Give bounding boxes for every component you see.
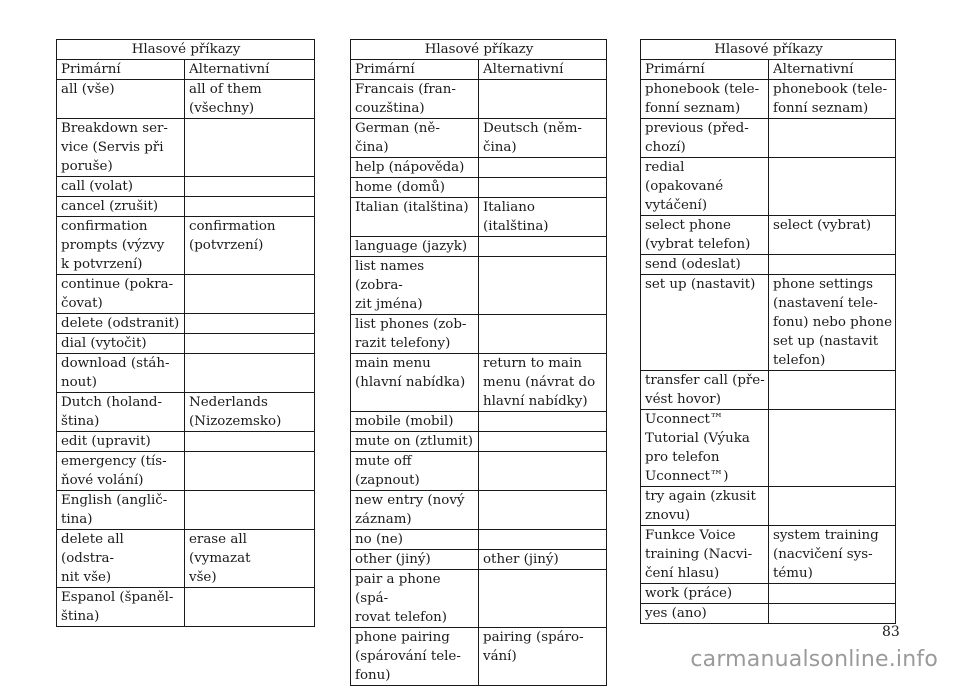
table-row <box>351 628 607 686</box>
alternative-command-cell: Nederlands (Nizozemsko) <box>185 393 315 432</box>
alternative-command-cell: confirmation (potvrzení) <box>185 217 315 275</box>
primary-command-cell: Dutch (holand- ština) <box>57 393 185 432</box>
table-row <box>57 177 315 197</box>
header-alternative: Alternativní <box>479 60 607 80</box>
alternative-command-cell <box>185 314 315 334</box>
alternative-command-cell <box>185 334 315 354</box>
table-row <box>351 198 607 237</box>
primary-command-cell: all (vše) <box>57 80 185 119</box>
primary-command-cell: cancel (zrušit) <box>57 197 185 217</box>
alternative-command-cell <box>185 275 315 314</box>
alternative-command-cell: all of them (všechny) <box>185 80 315 119</box>
table-row <box>641 119 896 158</box>
table-title: Hlasové příkazy <box>641 40 896 60</box>
table-row <box>57 432 315 452</box>
table-row <box>351 550 607 570</box>
alternative-command-cell <box>479 178 607 198</box>
table-row <box>351 257 607 315</box>
alternative-command-cell <box>769 158 896 216</box>
table-row <box>351 570 607 628</box>
alternative-command-cell <box>479 158 607 178</box>
header-primary: Primární <box>57 60 185 80</box>
table-row <box>351 530 607 550</box>
primary-command-cell: try again (zkusit znovu) <box>641 487 769 526</box>
primary-command-cell: set up (nastavit) <box>641 275 769 371</box>
primary-command-cell: German (ně- čina) <box>351 119 479 158</box>
table-row <box>641 275 896 371</box>
alternative-command-cell <box>479 80 607 119</box>
table-row <box>57 217 315 275</box>
primary-command-cell: send (odeslat) <box>641 255 769 275</box>
table-row <box>351 491 607 530</box>
primary-command-cell: work (práce) <box>641 584 769 604</box>
primary-command-cell: yes (ano) <box>641 604 769 624</box>
alternative-command-cell <box>185 491 315 530</box>
alternative-command-cell <box>769 371 896 410</box>
table-row <box>351 315 607 354</box>
alternative-command-cell <box>479 412 607 432</box>
header-alternative: Alternativní <box>185 60 315 80</box>
table-row <box>351 354 607 412</box>
primary-command-cell: home (domů) <box>351 178 479 198</box>
table-row <box>57 334 315 354</box>
alternative-command-cell <box>479 257 607 315</box>
alternative-command-cell <box>185 354 315 393</box>
alternative-command-cell <box>185 177 315 197</box>
voice-commands-table-2 <box>350 39 607 686</box>
header-primary: Primární <box>641 60 769 80</box>
primary-command-cell: English (anglič- tina) <box>57 491 185 530</box>
primary-command-cell: Uconnect™ Tutorial (Výuka pro telefon Uconnect™) <box>641 410 769 487</box>
primary-command-cell: Breakdown ser- vice (Servis při poruše) <box>57 119 185 177</box>
primary-command-cell: list phones (zob- razit telefony) <box>351 315 479 354</box>
table-row <box>641 80 896 119</box>
alternative-command-cell <box>769 584 896 604</box>
primary-command-cell: Espanol (španěl- ština) <box>57 588 185 627</box>
table-row <box>351 237 607 257</box>
table-row <box>641 255 896 275</box>
primary-command-cell: help (nápověda) <box>351 158 479 178</box>
alternative-command-cell <box>769 410 896 487</box>
header-alternative: Alternativní <box>769 60 896 80</box>
primary-command-cell: mute on (ztlumit) <box>351 432 479 452</box>
primary-command-cell: main menu (hlavní nabídka) <box>351 354 479 412</box>
table-row <box>351 412 607 432</box>
primary-command-cell: select phone (vybrat telefon) <box>641 216 769 255</box>
primary-command-cell: mobile (mobil) <box>351 412 479 432</box>
table-row <box>351 432 607 452</box>
alternative-command-cell: Deutsch (něm- čina) <box>479 119 607 158</box>
table-row <box>57 354 315 393</box>
alternative-command-cell <box>479 530 607 550</box>
primary-command-cell: call (volat) <box>57 177 185 197</box>
primary-command-cell: phone pairing (spárování tele- fonu) <box>351 628 479 686</box>
alternative-command-cell: pairing (spáro- vání) <box>479 628 607 686</box>
table-row <box>57 314 315 334</box>
table-row <box>57 588 315 627</box>
primary-command-cell: Francais (fran- couzština) <box>351 80 479 119</box>
alternative-command-cell: erase all (vymazat vše) <box>185 530 315 588</box>
table-row <box>57 491 315 530</box>
primary-command-cell: list names (zobra- zit jména) <box>351 257 479 315</box>
table-row <box>641 487 896 526</box>
table-row <box>351 158 607 178</box>
table-row <box>351 119 607 158</box>
primary-command-cell: emergency (tís- ňové volání) <box>57 452 185 491</box>
primary-command-cell: previous (před- chozí) <box>641 119 769 158</box>
table-row <box>641 604 896 624</box>
alternative-command-cell <box>479 452 607 491</box>
alternative-command-cell <box>479 491 607 530</box>
table-row <box>57 275 315 314</box>
voice-commands-table-1 <box>56 39 315 627</box>
primary-command-cell: download (stáh- nout) <box>57 354 185 393</box>
table-row <box>57 530 315 588</box>
watermark: carmanualsonline.info <box>690 647 938 672</box>
primary-command-cell: new entry (nový záznam) <box>351 491 479 530</box>
primary-command-cell: continue (pokra- čovat) <box>57 275 185 314</box>
alternative-command-cell: other (jiný) <box>479 550 607 570</box>
alternative-command-cell <box>769 255 896 275</box>
table-row <box>351 80 607 119</box>
primary-command-cell: Funkce Voice training (Nacvi- čení hlasu) <box>641 526 769 584</box>
voice-commands-table-3 <box>640 39 896 624</box>
table-row <box>641 584 896 604</box>
primary-command-cell: confirmation prompts (výzvy k potvrzení) <box>57 217 185 275</box>
alternative-command-cell <box>769 487 896 526</box>
alternative-command-cell <box>185 119 315 177</box>
table-row <box>641 526 896 584</box>
alternative-command-cell: select (vybrat) <box>769 216 896 255</box>
primary-command-cell: delete all (odstra- nit vše) <box>57 530 185 588</box>
primary-command-cell: language (jazyk) <box>351 237 479 257</box>
alternative-command-cell <box>479 237 607 257</box>
header-primary: Primární <box>351 60 479 80</box>
alternative-command-cell: return to main menu (návrat do hlavní nabídky) <box>479 354 607 412</box>
alternative-command-cell <box>479 432 607 452</box>
table-row <box>57 393 315 432</box>
primary-command-cell: transfer call (pře- vést hovor) <box>641 371 769 410</box>
table-row <box>641 158 896 216</box>
primary-command-cell: edit (upravit) <box>57 432 185 452</box>
primary-command-cell: Italian (italština) <box>351 198 479 237</box>
alternative-command-cell: system training (nacvičení sys- tému) <box>769 526 896 584</box>
table-row <box>351 452 607 491</box>
table-row <box>351 178 607 198</box>
primary-command-cell: other (jiný) <box>351 550 479 570</box>
alternative-command-cell <box>479 570 607 628</box>
primary-command-cell: phonebook (tele- fonní seznam) <box>641 80 769 119</box>
table-row <box>57 452 315 491</box>
alternative-command-cell <box>185 452 315 491</box>
alternative-command-cell: phonebook (tele- fonní seznam) <box>769 80 896 119</box>
alternative-command-cell <box>185 588 315 627</box>
primary-command-cell: pair a phone (spá- rovat telefon) <box>351 570 479 628</box>
table-title: Hlasové příkazy <box>57 40 315 60</box>
alternative-command-cell <box>769 604 896 624</box>
table-row <box>57 80 315 119</box>
table-row <box>641 216 896 255</box>
primary-command-cell: no (ne) <box>351 530 479 550</box>
primary-command-cell: dial (vytočit) <box>57 334 185 354</box>
primary-command-cell: redial (opakované vytáčení) <box>641 158 769 216</box>
alternative-command-cell <box>185 432 315 452</box>
alternative-command-cell: phone settings (nastavení tele- fonu) nebo phone set up (nastavit telefon) <box>769 275 896 371</box>
alternative-command-cell: Italiano (italština) <box>479 198 607 237</box>
table-row <box>641 371 896 410</box>
table-row <box>641 410 896 487</box>
table-row <box>57 197 315 217</box>
table-row <box>57 119 315 177</box>
table-title: Hlasové příkazy <box>351 40 607 60</box>
primary-command-cell: mute off (zapnout) <box>351 452 479 491</box>
page-number: 83 <box>882 624 900 640</box>
alternative-command-cell <box>769 119 896 158</box>
primary-command-cell: delete (odstranit) <box>57 314 185 334</box>
alternative-command-cell <box>479 315 607 354</box>
alternative-command-cell <box>185 197 315 217</box>
